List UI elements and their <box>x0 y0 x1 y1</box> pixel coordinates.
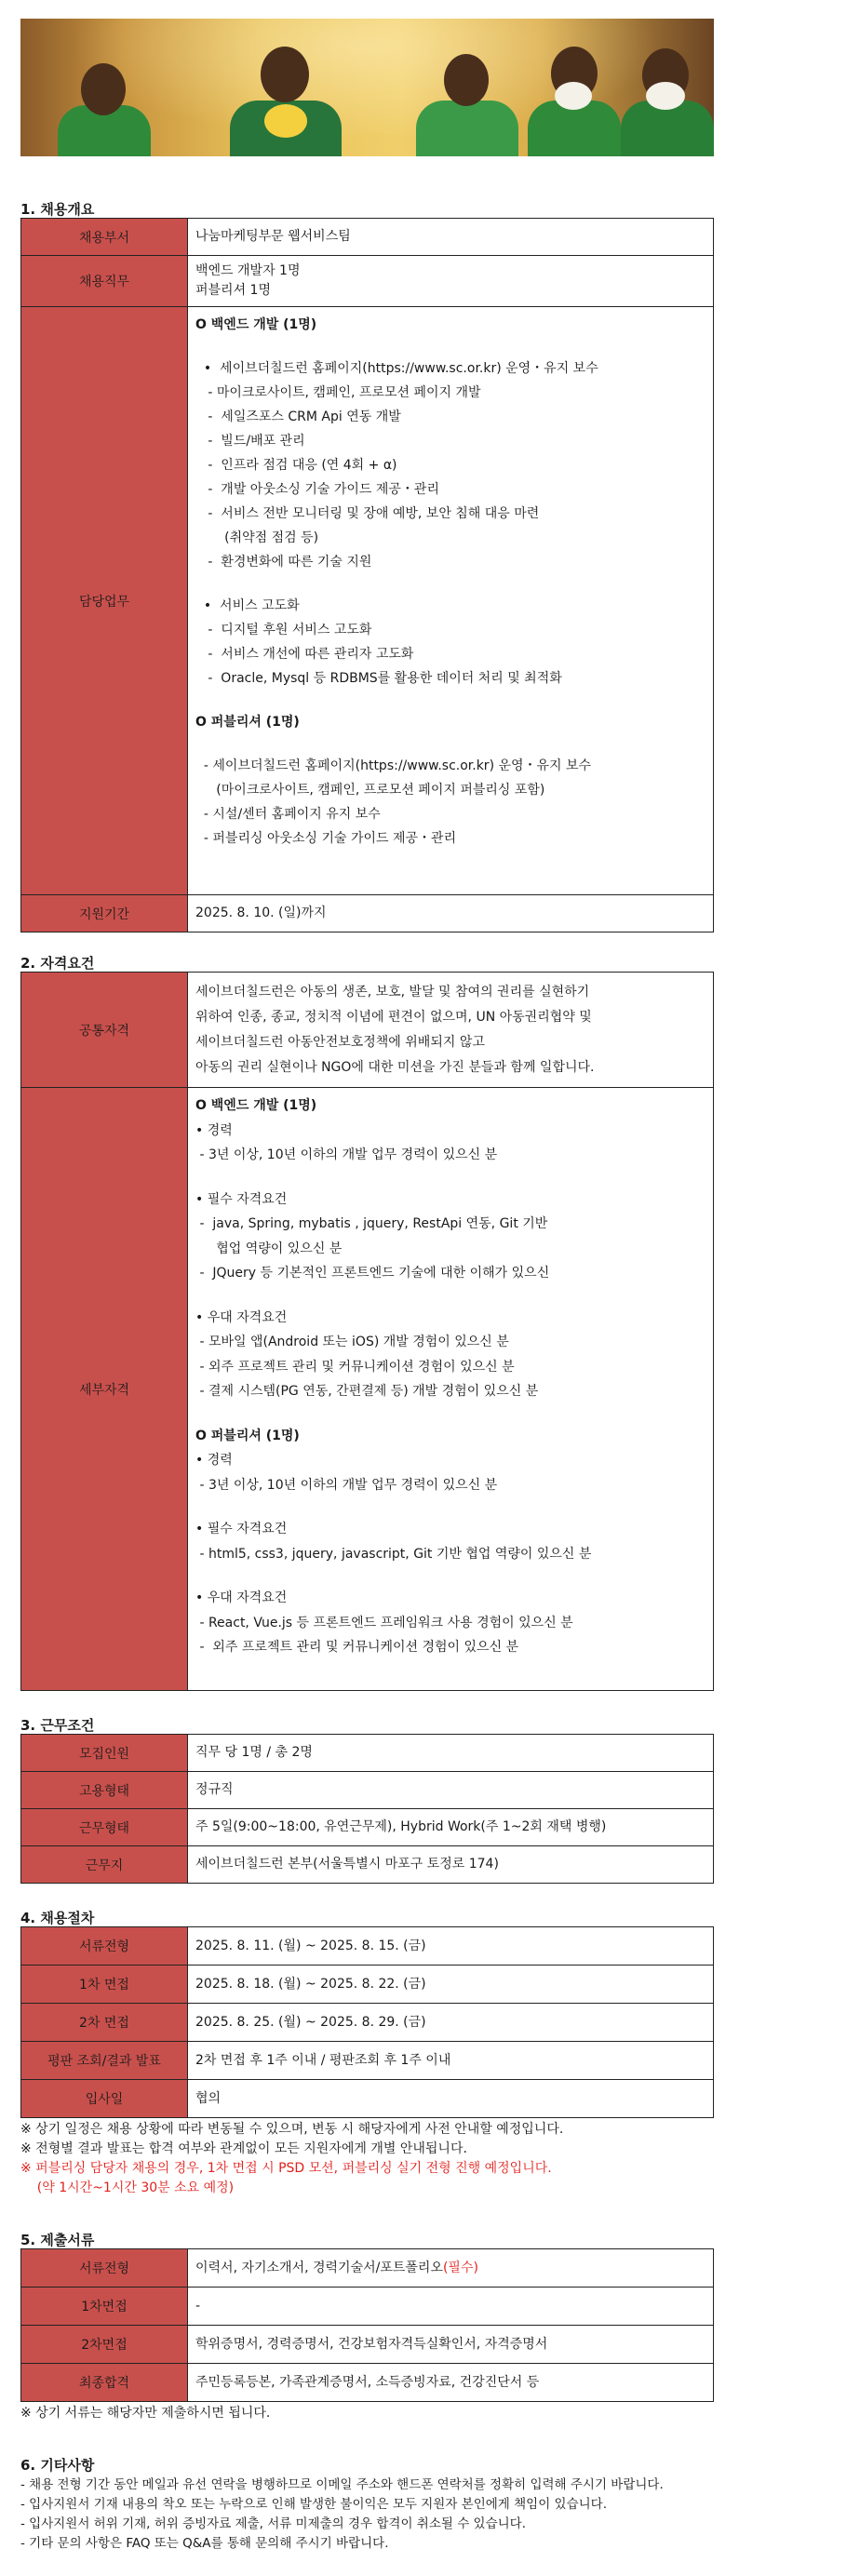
detail-line: - 외주 프로젝트 관리 및 커뮤니케이션 경험이 있으신 분 <box>195 1640 519 1655</box>
job-line: 백엔드 개발자 1명 <box>195 263 301 278</box>
doc-label: 1차면접 <box>21 2288 188 2326</box>
table-row <box>21 1772 714 1809</box>
process-label: 평판 조회/결과 발표 <box>21 2042 188 2080</box>
process-value: 2025. 8. 11. (월) ~ 2025. 8. 15. (금) <box>188 1927 714 1966</box>
process-value: 2025. 8. 18. (월) ~ 2025. 8. 22. (금) <box>188 1966 714 2004</box>
duty-label: 담당업무 <box>21 307 188 895</box>
condition-value: 주 5일(9:00~18:00, 유연근무제), Hybrid Work(주 1~2회 재택 병행) <box>188 1809 714 1846</box>
common-line: 세이브더칠드런은 아동의 생존, 보호, 발달 및 참여의 권리를 실현하기 <box>195 984 590 1000</box>
duty-line: - 마이크로사이트, 캠페인, 프로모션 페이지 개발 <box>195 385 481 400</box>
job-posting <box>20 19 714 2554</box>
process-label: 1차 면접 <box>21 1966 188 2004</box>
detail-line: • 우대 자격요건 <box>195 1309 288 1325</box>
detail-value <box>188 1088 714 1691</box>
duty-line <box>195 574 705 594</box>
detail-heading: O 퍼블리셔 (1명) <box>195 1428 300 1443</box>
detail-line: - 3년 이상, 10년 이하의 개발 업무 경력이 있으신 분 <box>195 1477 498 1493</box>
condition-label: 근무지 <box>21 1846 188 1884</box>
duty-line: • 세이브더칠드런 홈페이지(https://www.sc.or.kr) 운영・유지 보수 <box>195 361 598 376</box>
etc-line: - 채용 전형 기간 동안 메일과 유선 연락을 병행하므로 이메일 주소와 핸드폰 연락처를 정확히 입력해 주시기 바랍니다. <box>20 2477 664 2492</box>
duty-line: - 빌드/배포 관리 <box>195 434 305 449</box>
table-row <box>21 219 714 256</box>
table-row <box>21 1846 714 1884</box>
duty-line: - 인프라 점검 대응 (연 4회 + α) <box>195 458 397 473</box>
detail-heading: O 백엔드 개발 (1명) <box>195 1098 317 1113</box>
doc-label: 서류전형 <box>21 2249 188 2288</box>
duty-line: - 서비스 전반 모니터링 및 장애 예방, 보안 침해 대응 마련 <box>195 506 540 521</box>
section-title-qualification: 2. 자격요건 <box>20 955 95 972</box>
dept-value: 나눔마케팅부문 웹서비스팀 <box>188 219 714 256</box>
etc-list <box>20 2475 858 2554</box>
detail-line: • 경력 <box>195 1453 233 1468</box>
process-table <box>20 1926 714 2118</box>
process-value: 협의 <box>188 2080 714 2118</box>
table-row <box>21 2249 714 2288</box>
duty-heading: O 퍼블리셔 (1명) <box>195 715 300 730</box>
banner-photo <box>20 19 714 156</box>
duty-line: - 디지털 후원 서비스 고도화 <box>195 623 372 637</box>
detail-line: - React, Vue.js 등 프론트엔드 프레임워크 사용 경험이 있으신 분 <box>195 1615 573 1630</box>
detail-line: - html5, css3, jquery, javascript, Git 기반 협업 역량이 있으신 분 <box>195 1546 592 1562</box>
process-value: 2025. 8. 25. (월) ~ 2025. 8. 29. (금) <box>188 2004 714 2042</box>
duty-line <box>195 734 705 754</box>
detail-line: • 우대 자격요건 <box>195 1590 288 1605</box>
duty-line: (취약점 점검 등) <box>195 530 319 545</box>
table-row <box>21 895 714 932</box>
table-row <box>21 2080 714 2118</box>
detail-line: • 경력 <box>195 1122 233 1138</box>
detail-line: - 결제 시스템(PG 연동, 간편결제 등) 개발 경험이 있으신 분 <box>195 1384 539 1399</box>
doc-value: 주민등록등본, 가족관계증명서, 소득증빙자료, 건강진단서 등 <box>188 2364 714 2402</box>
table-row <box>21 256 714 307</box>
condition-value: 세이브더칠드런 본부(서울특별시 마포구 토정로 174) <box>188 1846 714 1884</box>
table-row <box>21 2364 714 2402</box>
duty-line: - 퍼블리싱 아웃소싱 기술 가이드 제공・관리 <box>195 831 457 846</box>
dept-label: 채용부서 <box>21 219 188 256</box>
conditions-table <box>20 1734 714 1884</box>
section-title-conditions: 3. 근무조건 <box>20 1717 95 1734</box>
detail-line <box>195 1168 705 1187</box>
condition-label: 모집인원 <box>21 1735 188 1772</box>
table-row <box>21 307 714 895</box>
duty-line: - 시설/센터 홈페이지 유지 보수 <box>195 807 381 822</box>
condition-label: 고용형태 <box>21 1772 188 1809</box>
detail-line: - JQuery 등 기본적인 프론트엔드 기술에 대한 이해가 있으신 <box>195 1266 550 1281</box>
note-line-red: ※ 퍼블리싱 담당자 채용의 경우, 1차 면접 시 PSD 모션, 퍼블리싱 실기 전형 진행 예정입니다. <box>20 2161 552 2176</box>
documents-table <box>20 2248 714 2402</box>
period-value: 2025. 8. 10. (일)까지 <box>188 895 714 932</box>
detail-line <box>195 1286 705 1306</box>
table-row <box>21 2288 714 2326</box>
etc-line: - 입사지원서 기재 내용의 착오 또는 누락으로 인해 발생한 불이익은 모두 지원자 본인에게 책임이 있습니다. <box>20 2497 608 2512</box>
process-label: 서류전형 <box>21 1927 188 1966</box>
table-row <box>21 2042 714 2080</box>
section-title-etc: 6. 기타사항 <box>20 2457 95 2474</box>
documents-note <box>20 2404 714 2423</box>
table-row <box>21 1966 714 2004</box>
doc-value <box>188 2249 714 2288</box>
detail-line: • 필수 자격요건 <box>195 1522 288 1536</box>
duty-line: - 개발 아웃소싱 기술 가이드 제공・관리 <box>195 482 439 497</box>
duty-line <box>195 691 705 710</box>
detail-line: - java, Spring, mybatis , jquery, RestApi 연동, Git 기반 <box>195 1216 548 1231</box>
duty-value <box>188 307 714 895</box>
table-row <box>21 973 714 1088</box>
duty-line: - Oracle, Mysql 등 RDBMS를 활용한 데이터 처리 및 최적화 <box>195 671 562 686</box>
section-title-documents: 5. 제출서류 <box>20 2232 95 2248</box>
condition-value: 정규직 <box>188 1772 714 1809</box>
duty-line: - 서비스 개선에 따른 관리자 고도화 <box>195 647 414 662</box>
detail-label: 세부자격 <box>21 1088 188 1691</box>
process-label: 입사일 <box>21 2080 188 2118</box>
note-line: ※ 전형별 결과 발표는 합격 여부와 관계없이 모든 지원자에게 개별 안내됩니다. <box>20 2141 467 2156</box>
duty-line <box>195 337 705 356</box>
overview-table <box>20 218 714 932</box>
section-title-overview: 1. 채용개요 <box>20 201 95 218</box>
duty-line: (마이크로사이트, 캠페인, 프로모션 페이지 퍼블리싱 포함) <box>195 783 545 798</box>
job-line: 퍼블리셔 1명 <box>195 283 271 298</box>
duty-line: - 세일즈포스 CRM Api 연동 개발 <box>195 409 401 424</box>
duty-line: - 세이브더칠드런 홈페이지(https://www.sc.or.kr) 운영・유지 보수 <box>195 758 592 773</box>
condition-value: 직무 당 1명 / 총 2명 <box>188 1735 714 1772</box>
detail-line <box>195 1566 705 1586</box>
duty-heading: O 백엔드 개발 (1명) <box>195 317 317 332</box>
note-line: ※ 상기 서류는 해당자만 제출하시면 됩니다. <box>20 2406 271 2421</box>
detail-line <box>195 1404 705 1424</box>
table-row <box>21 2326 714 2364</box>
common-label: 공통자격 <box>21 973 188 1088</box>
doc-value-text: 이력서, 자기소개서, 경력기술서/포트폴리오 <box>195 2260 443 2275</box>
detail-line: - 3년 이상, 10년 이하의 개발 업무 경력이 있으신 분 <box>195 1147 498 1162</box>
process-label: 2차 면접 <box>21 2004 188 2042</box>
table-row <box>21 1088 714 1691</box>
duty-line: • 서비스 고도화 <box>195 598 300 613</box>
process-notes <box>20 2120 714 2198</box>
section-title-process: 4. 채용절차 <box>20 1910 95 1926</box>
common-line: 위하여 인종, 종교, 정치적 이념에 편견이 없으며, UN 아동권리협약 및 <box>195 1009 592 1025</box>
detail-line: 협업 역량이 있으신 분 <box>195 1241 343 1256</box>
qualification-table <box>20 972 714 1691</box>
job-value <box>188 256 714 307</box>
doc-label: 최종합격 <box>21 2364 188 2402</box>
detail-line: - 외주 프로젝트 관리 및 커뮤니케이션 경험이 있으신 분 <box>195 1359 515 1375</box>
job-label: 채용직무 <box>21 256 188 307</box>
period-label: 지원기간 <box>21 895 188 932</box>
common-line: 세이브더칠드런 아동안전보호정책에 위배되지 않고 <box>195 1034 485 1050</box>
condition-label: 근무형태 <box>21 1809 188 1846</box>
common-line: 아동의 권리 실현이나 NGO에 대한 미션을 가진 분들과 함께 일합니다. <box>195 1059 595 1075</box>
detail-line: • 필수 자격요건 <box>195 1191 288 1207</box>
note-line: ※ 상기 일정은 채용 상황에 따라 변동될 수 있으며, 변동 시 해당자에게 사전 안내할 예정입니다. <box>20 2122 564 2137</box>
doc-value: - <box>188 2288 714 2326</box>
common-value <box>188 973 714 1088</box>
detail-line <box>195 1497 705 1517</box>
table-row <box>21 2004 714 2042</box>
doc-label: 2차면접 <box>21 2326 188 2364</box>
doc-value: 학위증명서, 경력증명서, 건강보험자격득실확인서, 자격증명서 <box>188 2326 714 2364</box>
required-mark: (필수) <box>442 2260 478 2275</box>
detail-line: - 모바일 앱(Android 또는 iOS) 개발 경험이 있으신 분 <box>195 1335 509 1349</box>
note-line-red: (약 1시간~1시간 30분 소요 예정) <box>20 2180 235 2195</box>
duty-line: - 환경변화에 따른 기술 지원 <box>195 555 372 570</box>
table-row <box>21 1927 714 1966</box>
table-row <box>21 1735 714 1772</box>
etc-line: - 기타 문의 사항은 FAQ 또는 Q&A를 통해 문의해 주시기 바랍니다. <box>20 2536 389 2551</box>
process-value: 2차 면접 후 1주 이내 / 평판조회 후 1주 이내 <box>188 2042 714 2080</box>
etc-line: - 입사지원서 허위 기재, 허위 증빙자료 제출, 서류 미제출의 경우 합격이 취소될 수 있습니다. <box>20 2516 527 2531</box>
table-row <box>21 1809 714 1846</box>
